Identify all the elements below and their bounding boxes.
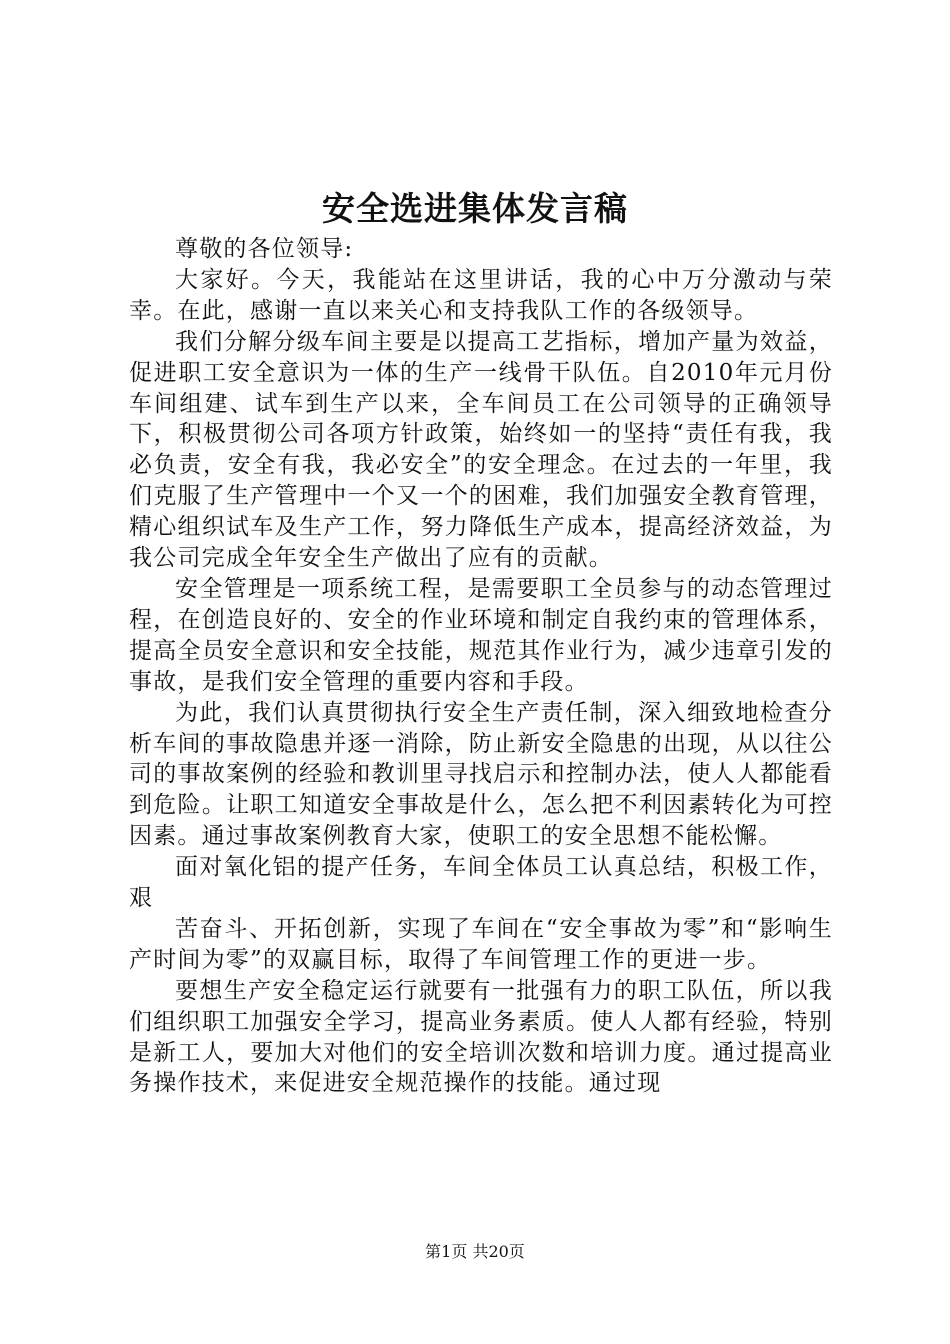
body-paragraph: 安全管理是一项系统工程，是需要职工全员参与的动态管理过程，在创造良好的、安全的作业环境和制定自我约束的管理体系，提高全员安全意识和安全技能，规范其作业行为，减少违章引发的事故，是我们安全管理的重要内容和手段。 — [129, 575, 833, 695]
page-number-footer: 第1页 共20页 — [425, 1242, 525, 1261]
body-paragraph: 面对氧化铝的提产任务，车间全体员工认真总结，积极工作，艰 — [129, 854, 833, 912]
body-paragraph: 要想生产安全稳定运行就要有一批强有力的职工队伍，所以我们组织职工加强安全学习，提高业务素质。使人人都有经验，特别是新工人，要加大对他们的安全培训次数和培训力度。通过提高业务操作技术，来促进安全规范操作的技能。通过现 — [129, 977, 833, 1097]
document-body — [129, 234, 833, 1099]
body-paragraph: 我们分解分级车间主要是以提高工艺指标，增加产量为效益，促进职工安全意识为一体的生产一线骨干队伍。自2010年元月份车间组建、试车到生产以来，全车间员工在公司领导的正确领导下，积极贯彻公司各项方针政策，始终如一的坚持“责任有我，我必负责，安全有我，我必安全”的安全理念。在过去的一年里，我们克服了生产管理中一个又一个的困难，我们加强安全教育管理，精心组织试车及生产工作，努力降低生产成本，提高经济效益，为我公司完成全年安全生产做出了应有的贡献。 — [129, 328, 833, 572]
greeting-paragraph: 大家好。今天，我能站在这里讲话，我的心中万分激动与荣幸。在此，感谢一直以来关心和支持我队工作的各级领导。 — [129, 266, 833, 324]
body-paragraph: 为此，我们认真贯彻执行安全生产责任制，深入细致地检查分析车间的事故隐患并逐一消除，防止新安全隐患的出现，从以往公司的事故案例的经验和教训里寻找启示和控制办法，使人人都能看到危险。让职工知道安全事故是什么，怎么把不利因素转化为可控因素。通过事故案例教育大家，使职工的安全思想不能松懈。 — [129, 699, 833, 850]
body-paragraph: 苦奋斗、开拓创新，实现了车间在“安全事故为零”和“影响生产时间为零”的双赢目标，取得了车间管理工作的更进一步。 — [129, 915, 833, 973]
salutation-paragraph: 尊敬的各位领导: — [175, 236, 354, 262]
document-title: 安全选进集体发言稿 — [322, 189, 628, 228]
